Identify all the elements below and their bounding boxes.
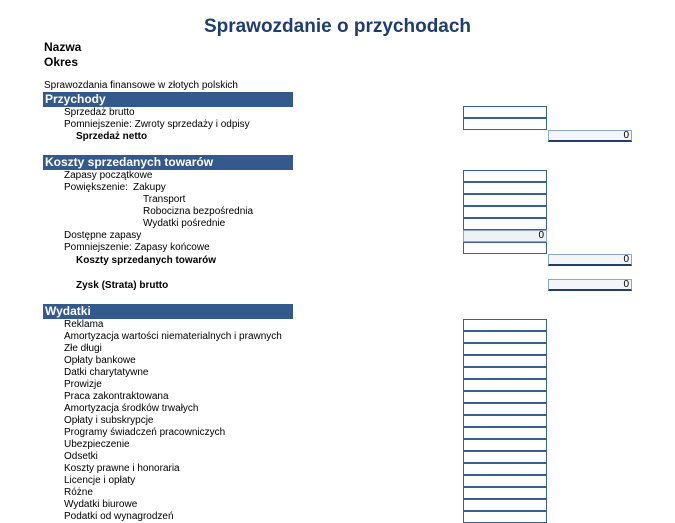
expense-label: Licencje i opłaty — [64, 475, 136, 486]
expense-input[interactable] — [463, 475, 547, 487]
expense-input[interactable] — [463, 499, 547, 511]
expense-input[interactable] — [463, 439, 547, 451]
expense-input[interactable] — [463, 367, 547, 379]
available-inventory-value: 0 — [463, 230, 547, 242]
expense-input[interactable] — [463, 451, 547, 463]
period-label: Okres — [44, 55, 79, 69]
expense-input[interactable] — [463, 343, 547, 355]
indirect-expenses-input[interactable] — [463, 218, 547, 230]
expense-input[interactable] — [463, 391, 547, 403]
cogs-total: 0 — [548, 254, 632, 266]
page-title: Sprawozdanie o przychodach — [203, 16, 472, 37]
gross-sales-label: Sprzedaż brutto — [64, 107, 135, 118]
direct-labor-input[interactable] — [463, 206, 547, 218]
gross-profit-label: Zysk (Strata) brutto — [76, 280, 169, 291]
expense-label: Prowizje — [64, 379, 102, 390]
beginning-inventory-input[interactable] — [463, 170, 547, 182]
expense-input[interactable] — [463, 331, 547, 343]
expense-label: Opłaty bankowe — [64, 355, 136, 366]
expense-input[interactable] — [463, 403, 547, 415]
gross-profit-total: 0 — [548, 279, 632, 291]
expense-input[interactable] — [463, 415, 547, 427]
expense-label: Koszty prawne i honoraria — [64, 463, 180, 474]
expense-label: Opłaty i subskrypcje — [64, 415, 154, 426]
expense-label: Praca zakontraktowana — [64, 391, 169, 402]
section-header-expenses: Wydatki — [43, 304, 293, 319]
available-inventory-label: Dostępne zapasy — [64, 230, 142, 241]
expense-input[interactable] — [463, 511, 547, 523]
expense-input[interactable] — [463, 355, 547, 367]
purchases-label: Zakupy — [133, 182, 166, 193]
expense-label: Datki charytatywne — [64, 367, 149, 378]
expense-label: Ubezpieczenie — [64, 439, 130, 450]
returns-label: Pomniejszenie: Zwroty sprzedaży i odpisy — [64, 119, 250, 130]
transport-label: Transport — [143, 194, 186, 205]
ending-inventory-input[interactable] — [463, 242, 547, 254]
expense-input[interactable] — [463, 427, 547, 439]
expense-label: Programy świadczeń pracowniczych — [64, 427, 226, 438]
ending-inventory-label: Pomniejszenie: Zapasy końcowe — [64, 242, 210, 253]
expense-label: Różne — [64, 487, 93, 498]
direct-labor-label: Robocizna bezpośrednia — [143, 206, 254, 217]
expense-label: Wydatki biurowe — [64, 499, 138, 510]
expense-input[interactable] — [463, 463, 547, 475]
expense-label: Reklama — [64, 319, 104, 330]
expense-label: Amortyzacja wartości niematerialnych i prawnych — [64, 331, 282, 342]
section-header-revenue: Przychody — [43, 92, 293, 107]
purchases-input[interactable] — [463, 182, 547, 194]
indirect-expenses-label: Wydatki pośrednie — [143, 218, 226, 229]
net-sales-total: 0 — [548, 130, 632, 142]
plus-label: Powiększenie: — [64, 182, 128, 193]
expense-input[interactable] — [463, 487, 547, 499]
expense-input[interactable] — [463, 379, 547, 391]
currency-note: Sprawozdania finansowe w złotych polskich — [44, 80, 238, 91]
gross-sales-input[interactable] — [463, 106, 547, 118]
expense-label: Amortyzacja środków trwałych — [64, 403, 199, 414]
expense-input[interactable] — [463, 319, 547, 331]
expense-label: Złe długi — [64, 343, 102, 354]
expense-label: Podatki od wynagrodzeń — [64, 511, 174, 522]
expense-label: Odsetki — [64, 451, 98, 462]
net-sales-label: Sprzedaż netto — [76, 131, 148, 142]
transport-input[interactable] — [463, 194, 547, 206]
cogs-total-label: Koszty sprzedanych towarów — [76, 255, 217, 266]
beginning-inventory-label: Zapasy początkowe — [64, 170, 153, 181]
name-label: Nazwa — [44, 40, 82, 54]
section-header-cogs: Koszty sprzedanych towarów — [43, 155, 293, 170]
returns-input[interactable] — [463, 118, 547, 130]
